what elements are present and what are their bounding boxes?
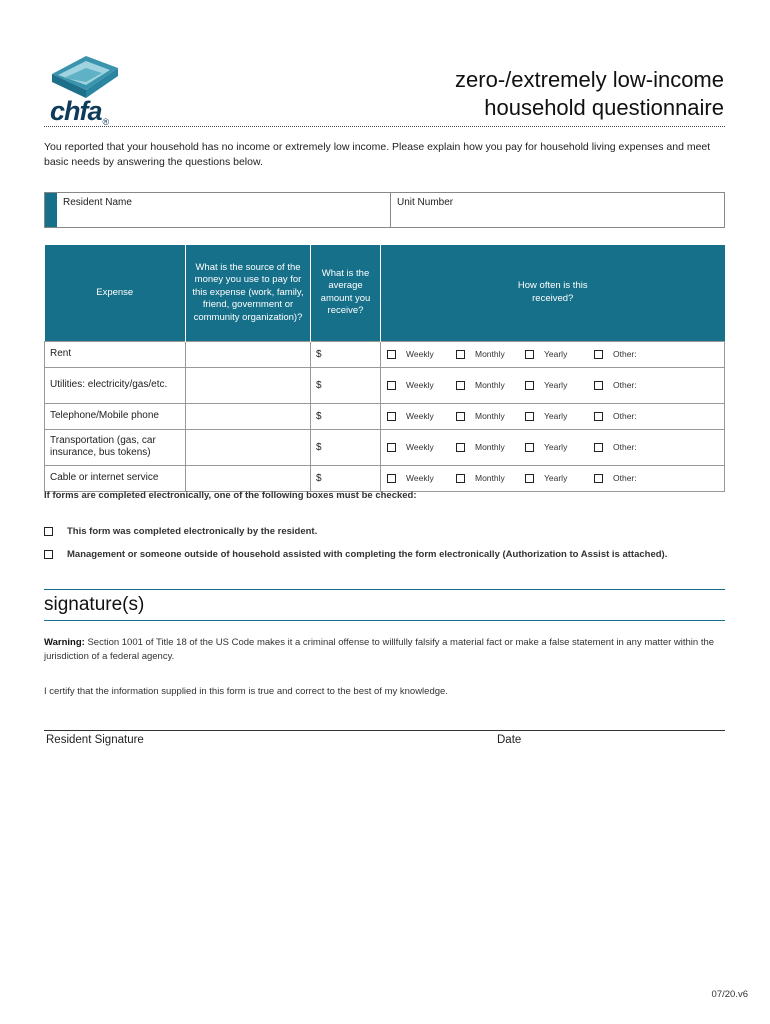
freq-label-other: Other: <box>613 380 637 390</box>
electronic-note: If forms are completed electronically, one of the following boxes must be checked: <box>44 490 417 501</box>
warning-label: Warning: <box>44 637 85 648</box>
currency-symbol: $ <box>316 348 322 360</box>
freq-label-yearly: Yearly <box>544 442 568 452</box>
option-resident-electronic[interactable] <box>44 526 317 537</box>
checkbox-weekly[interactable] <box>387 474 396 483</box>
expense-cell: Cable or internet service <box>45 465 186 491</box>
page-title <box>455 66 724 122</box>
signature-heading: signature(s) <box>44 594 145 615</box>
resident-signature-label: Resident Signature <box>46 734 144 746</box>
table-row <box>45 341 725 367</box>
checkbox-yearly[interactable] <box>525 412 534 421</box>
freq-label-yearly: Yearly <box>544 349 568 359</box>
freq-option-weekly[interactable] <box>381 442 450 452</box>
freq-label-other: Other: <box>613 473 637 483</box>
header-frequency: How often is this received? <box>381 245 725 341</box>
freq-option-yearly[interactable] <box>519 349 588 359</box>
frequency-cell <box>381 403 725 429</box>
freq-option-monthly[interactable] <box>450 473 519 483</box>
expense-table <box>44 245 725 492</box>
freq-option-other[interactable] <box>588 380 724 390</box>
version-code: 07/20.v6 <box>711 989 748 1000</box>
amount-input[interactable] <box>311 341 381 367</box>
freq-label-monthly: Monthly <box>475 473 505 483</box>
table-row <box>45 465 725 491</box>
freq-label-yearly: Yearly <box>544 380 568 390</box>
expense-cell: Transportation (gas, car insurance, bus tokens) <box>45 429 186 465</box>
option-management-assisted-label: Management or someone outside of household assisted with completing the form electronically (Authorization to Assist is attached). <box>67 549 668 560</box>
checkbox-monthly[interactable] <box>456 412 465 421</box>
freq-label-other: Other: <box>613 349 637 359</box>
freq-option-monthly[interactable] <box>450 349 519 359</box>
signature-rule-bottom <box>44 620 725 621</box>
freq-label-other: Other: <box>613 411 637 421</box>
currency-symbol: $ <box>316 379 322 391</box>
unit-number-label: Unit Number <box>397 197 454 208</box>
freq-option-yearly[interactable] <box>519 473 588 483</box>
freq-label-weekly: Weekly <box>406 380 434 390</box>
intro-text: You reported that your household has no income or extremely low income. Please explain how you pay for household living expenses and meet basic needs by answering the questions below. <box>44 141 711 168</box>
expense-cell: Utilities: electricity/gas/etc. <box>45 367 186 403</box>
freq-option-monthly[interactable] <box>450 380 519 390</box>
freq-option-monthly[interactable] <box>450 442 519 452</box>
freq-option-other[interactable] <box>588 442 724 452</box>
freq-label-weekly: Weekly <box>406 349 434 359</box>
freq-label-other: Other: <box>613 442 637 452</box>
frequency-cell <box>381 465 725 491</box>
checkbox-weekly[interactable] <box>387 443 396 452</box>
checkbox-yearly[interactable] <box>525 443 534 452</box>
freq-label-monthly: Monthly <box>475 411 505 421</box>
certify-text: I certify that the information supplied in this form is true and correct to the best of my knowledge. <box>44 686 448 697</box>
accent-bar <box>45 193 57 227</box>
freq-option-weekly[interactable] <box>381 349 450 359</box>
freq-option-weekly[interactable] <box>381 380 450 390</box>
amount-input[interactable] <box>311 403 381 429</box>
frequency-cell <box>381 429 725 465</box>
amount-input[interactable] <box>311 465 381 491</box>
resident-info-box <box>44 192 725 228</box>
amount-input[interactable] <box>311 367 381 403</box>
date-label: Date <box>497 734 522 746</box>
freq-option-other[interactable] <box>588 411 724 421</box>
checkbox-weekly[interactable] <box>387 381 396 390</box>
checkbox-other[interactable] <box>594 412 603 421</box>
checkbox-monthly[interactable] <box>456 350 465 359</box>
freq-option-yearly[interactable] <box>519 411 588 421</box>
expense-cell: Telephone/Mobile phone <box>45 403 186 429</box>
amount-input[interactable] <box>311 429 381 465</box>
freq-label-weekly: Weekly <box>406 442 434 452</box>
warning-text: Warning: Section 1001 of Title 18 of the US Code makes it a criminal offense to willfully falsify a material fact or make a false statement in any matter within the jurisdiction of a federal agency. <box>44 637 715 662</box>
expense-cell: Rent <box>45 341 186 367</box>
option-management-assisted[interactable] <box>44 549 667 560</box>
option-resident-electronic-label: This form was completed electronically by the resident. <box>67 526 318 537</box>
checkbox-other[interactable] <box>594 350 603 359</box>
currency-symbol: $ <box>316 441 322 453</box>
checkbox-yearly[interactable] <box>525 350 534 359</box>
checkbox-monthly[interactable] <box>456 443 465 452</box>
table-row <box>45 429 725 465</box>
resident-name-label: Resident Name <box>63 197 132 208</box>
freq-option-weekly[interactable] <box>381 473 450 483</box>
checkbox-other[interactable] <box>594 381 603 390</box>
header-source: What is the source of the money you use to pay for this expense (work, family, friend, government or community organization)? <box>186 245 311 341</box>
freq-option-other[interactable] <box>588 349 724 359</box>
title-line-1: zero-/extremely low-income <box>455 67 724 92</box>
freq-option-yearly[interactable] <box>519 380 588 390</box>
checkbox-management-assisted[interactable] <box>44 550 53 559</box>
checkbox-weekly[interactable] <box>387 350 396 359</box>
header-expense: Expense <box>45 245 186 341</box>
checkbox-yearly[interactable] <box>525 474 534 483</box>
freq-label-weekly: Weekly <box>406 411 434 421</box>
freq-option-monthly[interactable] <box>450 411 519 421</box>
checkbox-yearly[interactable] <box>525 381 534 390</box>
checkbox-monthly[interactable] <box>456 474 465 483</box>
source-input[interactable] <box>186 341 311 367</box>
source-input[interactable] <box>186 429 311 465</box>
source-input[interactable] <box>186 367 311 403</box>
source-input[interactable] <box>186 465 311 491</box>
signature-line[interactable] <box>44 730 725 731</box>
checkbox-other[interactable] <box>594 443 603 452</box>
currency-symbol: $ <box>316 472 322 484</box>
unit-number-field[interactable] <box>391 193 724 227</box>
checkbox-resident-electronic[interactable] <box>44 527 53 536</box>
checkbox-weekly[interactable] <box>387 412 396 421</box>
resident-name-field[interactable] <box>57 193 391 227</box>
signature-rule-top <box>44 589 725 590</box>
table-row <box>45 403 725 429</box>
freq-option-yearly[interactable] <box>519 442 588 452</box>
freq-option-other[interactable] <box>588 473 724 483</box>
freq-label-monthly: Monthly <box>475 349 505 359</box>
frequency-cell <box>381 367 725 403</box>
title-line-2: household questionnaire <box>484 95 724 120</box>
freq-option-weekly[interactable] <box>381 411 450 421</box>
checkbox-other[interactable] <box>594 474 603 483</box>
freq-label-weekly: Weekly <box>406 473 434 483</box>
header-amount: What is the average amount you receive? <box>311 245 381 341</box>
freq-label-monthly: Monthly <box>475 380 505 390</box>
source-input[interactable] <box>186 403 311 429</box>
logo-wordmark: chfa® <box>50 96 109 127</box>
freq-label-yearly: Yearly <box>544 473 568 483</box>
currency-symbol: $ <box>316 410 322 422</box>
table-row <box>45 367 725 403</box>
frequency-cell <box>381 341 725 367</box>
freq-label-monthly: Monthly <box>475 442 505 452</box>
freq-label-yearly: Yearly <box>544 411 568 421</box>
checkbox-monthly[interactable] <box>456 381 465 390</box>
header-divider <box>44 126 725 127</box>
